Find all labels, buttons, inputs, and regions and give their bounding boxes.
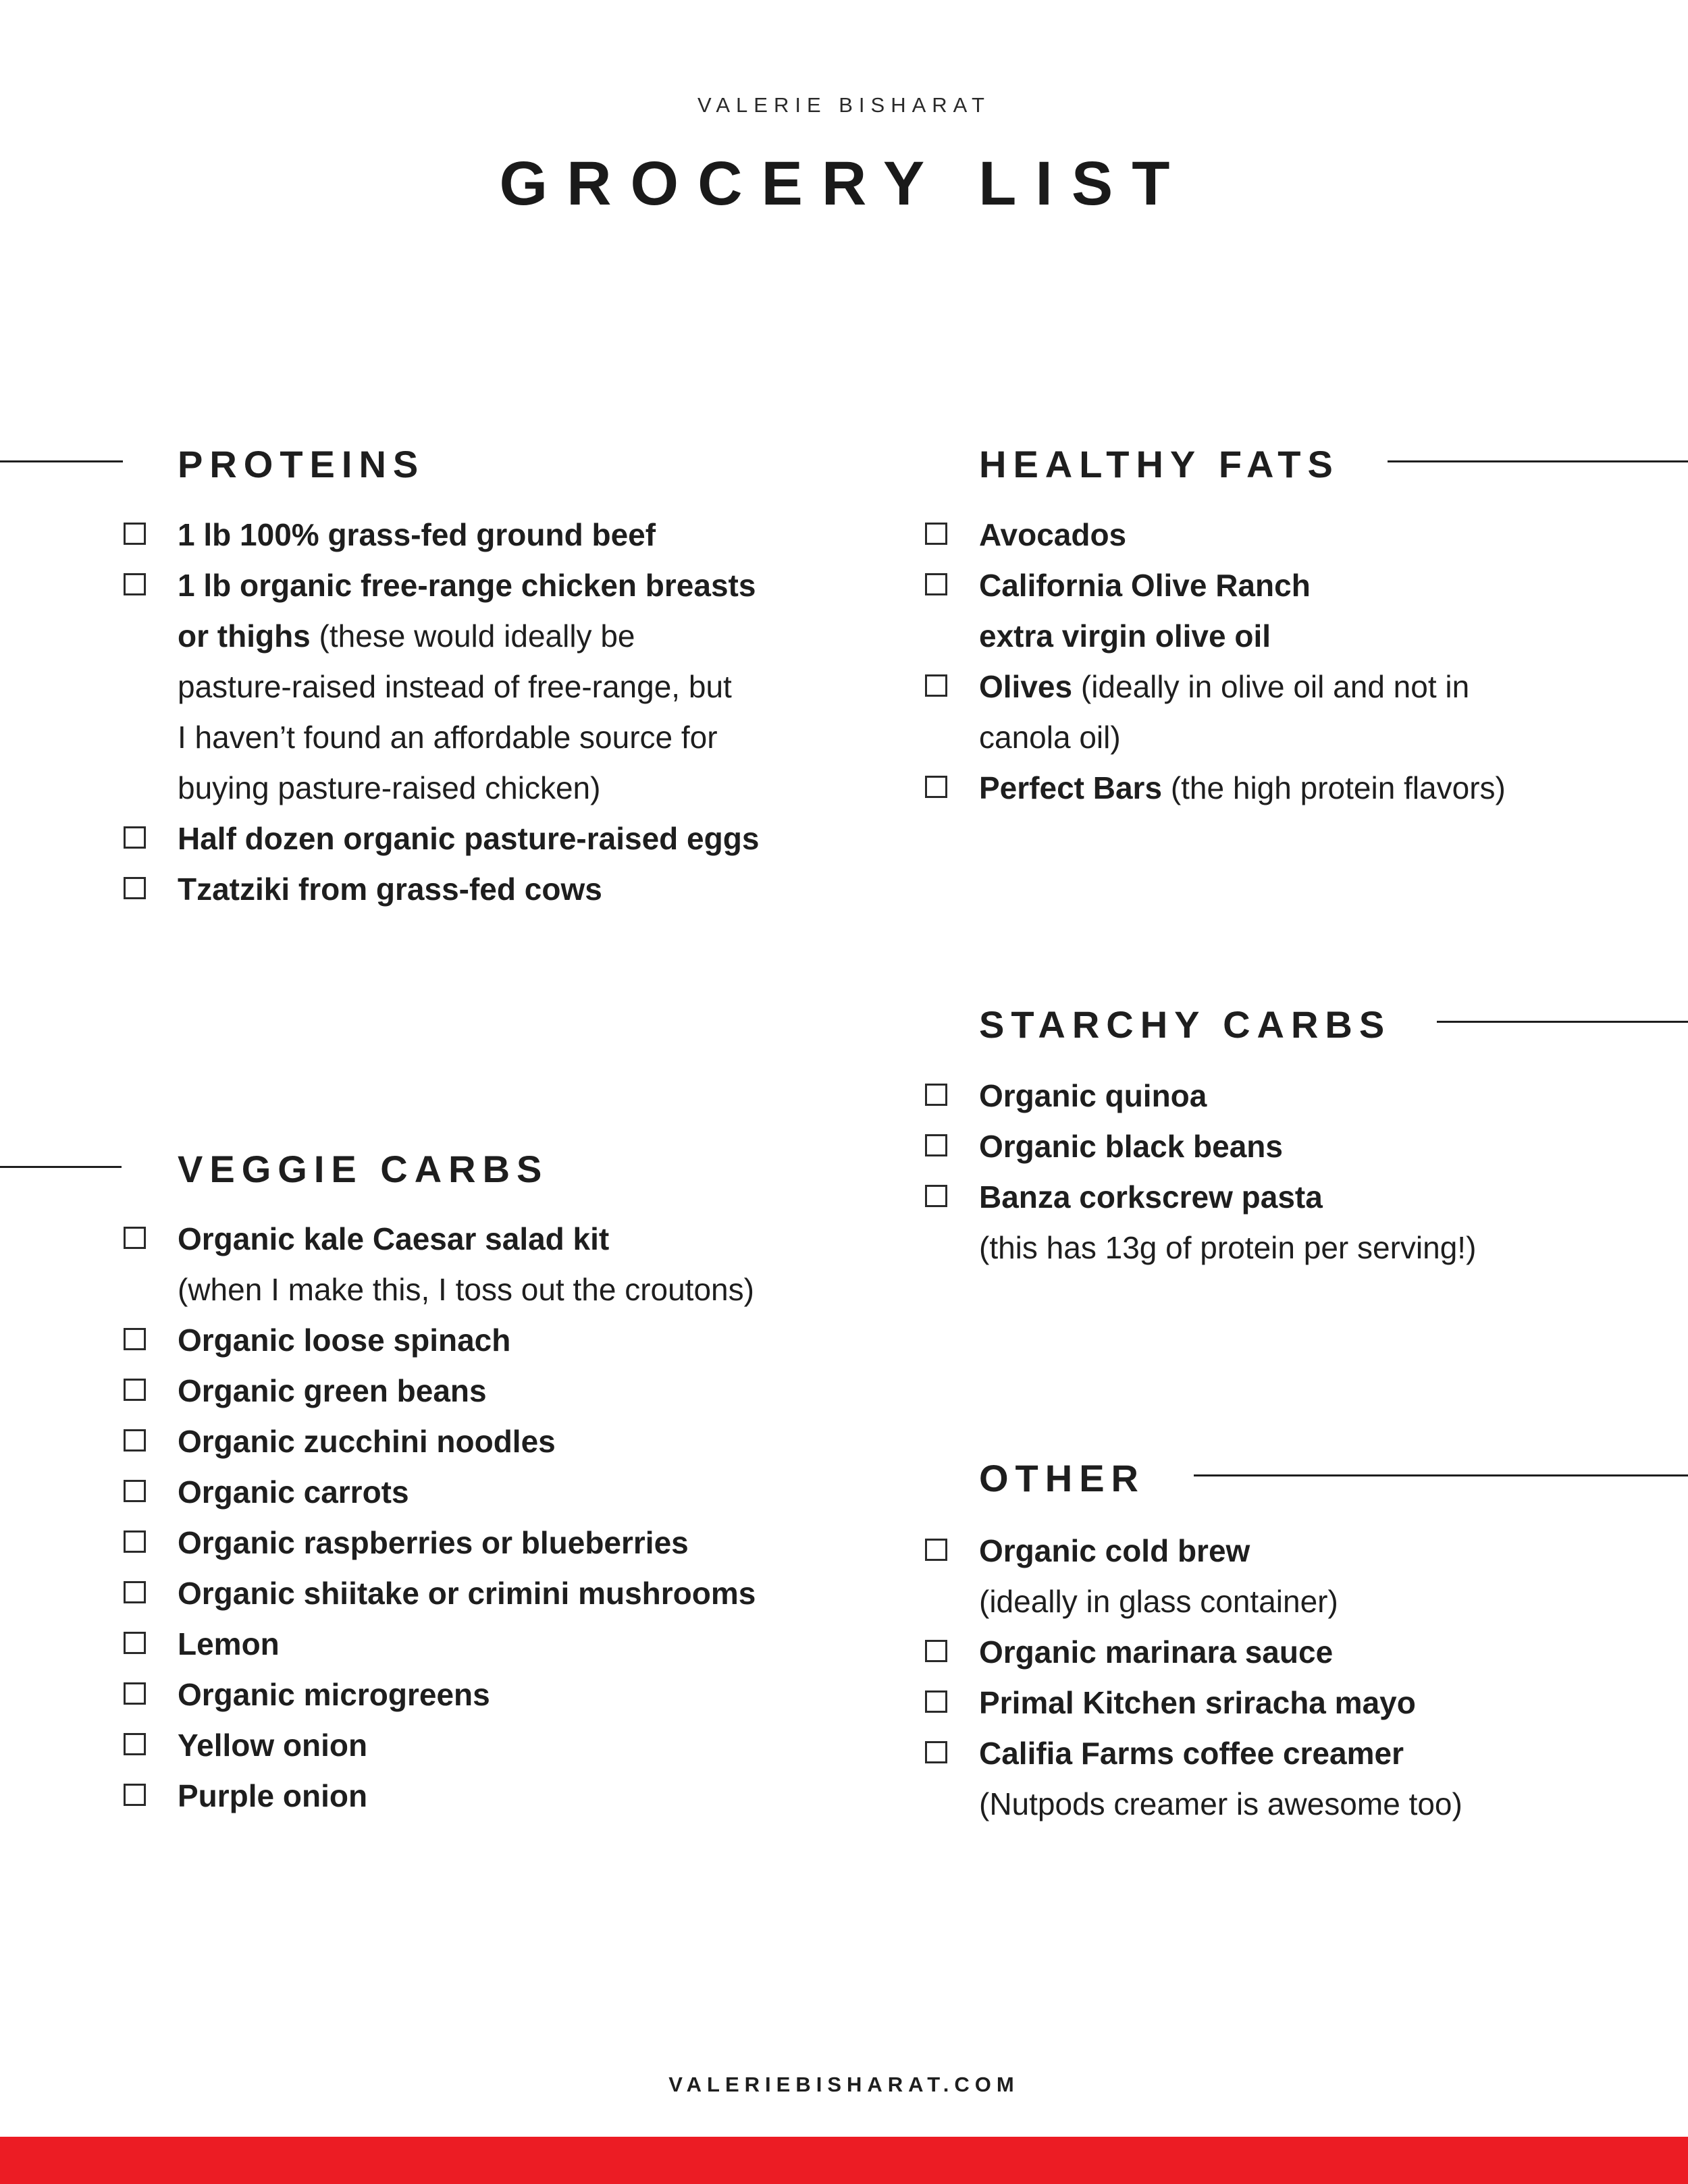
checkbox[interactable] [124, 1429, 146, 1451]
checkbox[interactable] [925, 1539, 947, 1561]
checkbox[interactable] [925, 1134, 947, 1156]
checkbox[interactable] [925, 1640, 947, 1662]
list-item: Primal Kitchen sriracha mayo [925, 1678, 1462, 1728]
list-item: 1 lb 100% grass-fed ground beef [124, 510, 759, 560]
starchy-carbs-list [925, 1071, 1476, 1273]
list-item: Organic carrots [124, 1467, 756, 1518]
checkbox[interactable] [124, 877, 146, 899]
checkbox[interactable] [124, 1379, 146, 1401]
list-item: Banza corkscrew pasta (this has 13g of protein per serving!) [925, 1172, 1476, 1273]
checkbox[interactable] [124, 1632, 146, 1654]
checkbox[interactable] [124, 1784, 146, 1806]
list-item: Olives (ideally in olive oil and not in canola oil) [925, 662, 1506, 763]
list-item: Half dozen organic pasture-raised eggs [124, 814, 759, 864]
healthy-fats-rule [1388, 460, 1688, 462]
checkbox[interactable] [124, 1480, 146, 1502]
checkbox[interactable] [124, 1682, 146, 1705]
list-item: Lemon [124, 1619, 756, 1670]
list-item: Califia Farms coffee creamer (Nutpods creamer is awesome too) [925, 1728, 1462, 1830]
checkbox[interactable] [925, 573, 947, 595]
list-item: Yellow onion [124, 1720, 756, 1771]
checkbox[interactable] [925, 523, 947, 545]
proteins-rule [0, 460, 123, 462]
list-item: Organic kale Caesar salad kit (when I make this, I toss out the croutons) [124, 1214, 756, 1315]
author-name: VALERIE BISHARAT [697, 93, 991, 117]
footer-accent-bar [0, 2137, 1688, 2184]
checkbox[interactable] [925, 674, 947, 697]
starchy-carbs-rule [1437, 1021, 1688, 1023]
checkbox[interactable] [124, 1328, 146, 1350]
veggie-carbs-list [124, 1214, 756, 1821]
checkbox[interactable] [925, 1690, 947, 1713]
list-item: Organic shiitake or crimini mushrooms [124, 1568, 756, 1619]
checkbox[interactable] [124, 1733, 146, 1755]
checkbox[interactable] [124, 1227, 146, 1249]
website-link[interactable]: VALERIEBISHARAT.COM [668, 2073, 1020, 2096]
list-item: Organic black beans [925, 1121, 1476, 1172]
checkbox[interactable] [124, 523, 146, 545]
list-item: Avocados [925, 510, 1506, 560]
checkbox[interactable] [124, 1530, 146, 1553]
healthy-fats-list [925, 510, 1506, 814]
veggie-carbs-heading: VEGGIE CARBS [178, 1148, 549, 1190]
list-item: California Olive Ranch extra virgin olive oil [925, 560, 1506, 662]
list-item: Organic green beans [124, 1366, 756, 1416]
list-item: Organic zucchini noodles [124, 1416, 756, 1467]
other-rule [1194, 1474, 1688, 1476]
list-item: Organic cold brew (ideally in glass container) [925, 1526, 1462, 1627]
healthy-fats-heading: HEALTHY FATS [979, 443, 1340, 485]
list-item: 1 lb organic free-range chicken breasts or thighs (these would ideally be pasture-raised instead of free-range, but I haven’t found an affordable source for buying pasture-raised chicken) [124, 560, 759, 814]
checkbox[interactable] [124, 1581, 146, 1603]
veggie-carbs-rule [0, 1166, 122, 1168]
checkbox[interactable] [124, 826, 146, 849]
checkbox[interactable] [124, 573, 146, 595]
list-item: Organic marinara sauce [925, 1627, 1462, 1678]
checkbox[interactable] [925, 1084, 947, 1106]
list-item: Organic quinoa [925, 1071, 1476, 1121]
checkbox[interactable] [925, 1185, 947, 1207]
list-item: Organic microgreens [124, 1670, 756, 1720]
checkbox[interactable] [925, 1741, 947, 1763]
list-item: Perfect Bars (the high protein flavors) [925, 763, 1506, 814]
checkbox[interactable] [925, 776, 947, 798]
list-item: Organic raspberries or blueberries [124, 1518, 756, 1568]
proteins-heading: PROTEINS [178, 443, 425, 485]
list-item: Tzatziki from grass-fed cows [124, 864, 759, 915]
list-item: Purple onion [124, 1771, 756, 1821]
other-list [925, 1526, 1462, 1830]
proteins-list [124, 510, 759, 915]
other-heading: OTHER [979, 1457, 1145, 1499]
list-item: Organic loose spinach [124, 1315, 756, 1366]
starchy-carbs-heading: STARCHY CARBS [979, 1003, 1392, 1046]
page-title: GROCERY LIST [499, 149, 1189, 218]
